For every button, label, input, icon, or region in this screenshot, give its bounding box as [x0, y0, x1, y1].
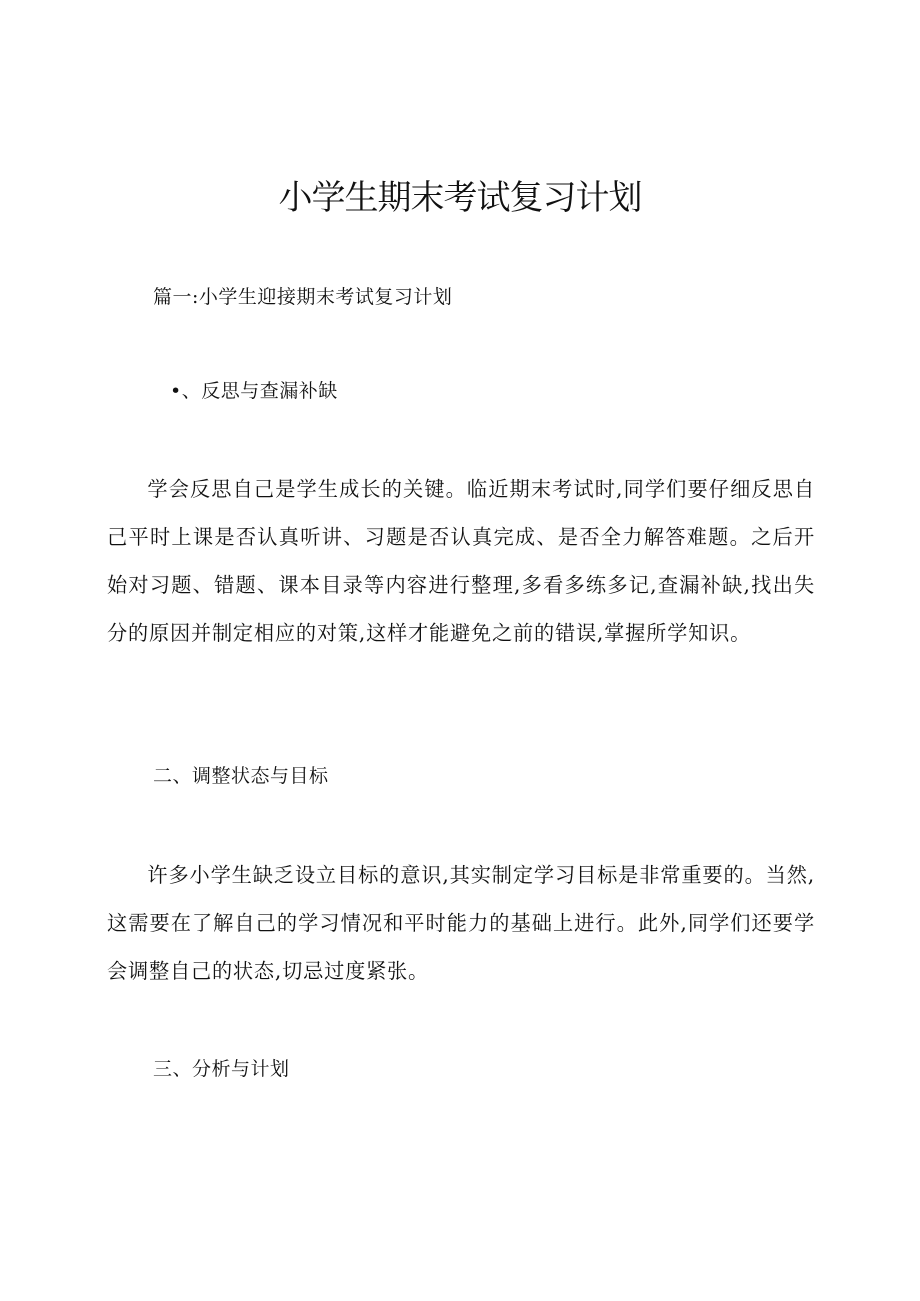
- section-paragraph-1: 学会反思自己是学生成长的关键。临近期末考试时,同学们要仔细反思自己平时上课是否认真听讲、习题是否认真完成、是否全力解答难题。之后开始对习题、错题、课本目录等内容进行整理,多看多练多记,查漏补缺,找出失分的原因并制定相应的对策,这样才能避免之前的错误,掌握所学知识。: [107, 477, 815, 645]
- document-title: 小学生期末考试复习计划: [278, 178, 642, 218]
- section-heading-2: 二、调整状态与目标: [153, 765, 329, 787]
- section-paragraph-2: 许多小学生缺乏设立目标的意识,其实制定学习目标是非常重要的。当然,这需要在了解自己的学习情况和平时能力的基础上进行。此外,同学们还要学会调整自己的状态,切忌过度紧张。: [107, 863, 815, 983]
- document-subtitle: 篇一:小学生迎接期末考试复习计划: [153, 286, 453, 308]
- section-heading-3: 三、分析与计划: [153, 1058, 290, 1080]
- section-heading-1: •、反思与查漏补缺: [170, 380, 338, 402]
